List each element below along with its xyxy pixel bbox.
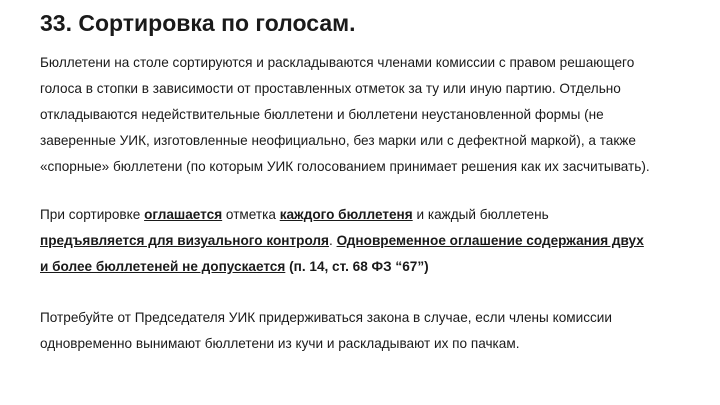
emphasis-run: предъявляется для визуального контроля [40, 233, 329, 248]
paragraph-sorting [40, 50, 700, 180]
paragraph-line: Потребуйте от Председателя УИК придерживаться закона в случае, если члены комиссии [40, 310, 612, 325]
paragraph-line [40, 254, 700, 280]
text-run: При сортировке [40, 207, 145, 222]
slide-title: 33. Сортировка по голосам. [40, 10, 356, 36]
emphasis-run: оглашается [144, 207, 223, 222]
paragraph-line: откладываются недействительные бюллетени и бюллетени неустановленной формы (не [40, 107, 604, 122]
emphasis-run: Одновременное оглашение содержания двух [336, 233, 644, 248]
paragraph-line: одновременно вынимают бюллетени из кучи и раскладывают их по пачкам. [40, 336, 520, 351]
paragraph-line [40, 202, 700, 228]
paragraph-line: «спорные» бюллетени (по которым УИК голосованием принимает решения как их засчитывать). [40, 159, 650, 174]
paragraph-announcement [40, 202, 700, 280]
emphasis-run: каждого бюллетеня [279, 207, 413, 222]
text-run: и каждый бюллетень [412, 207, 549, 222]
paragraph-line [40, 228, 700, 254]
text-run: . [329, 233, 337, 248]
paragraph-line: Бюллетени на столе сортируются и раскладываются членами комиссии с правом решающего [40, 55, 635, 70]
emphasis-run: и более бюллетеней не допускается [40, 259, 286, 274]
text-run: отметка [222, 207, 280, 222]
paragraph-line: заверенные УИК, изготовленные неофициально, без марки или с дефектной маркой), а также [40, 133, 636, 148]
paragraph-line: голоса в стопки в зависимости от проставленных отметок за ту или иную партию. Отдельно [40, 81, 621, 96]
paragraph-demand [40, 305, 700, 357]
law-reference: (п. 14, ст. 68 ФЗ “67”) [285, 259, 429, 274]
